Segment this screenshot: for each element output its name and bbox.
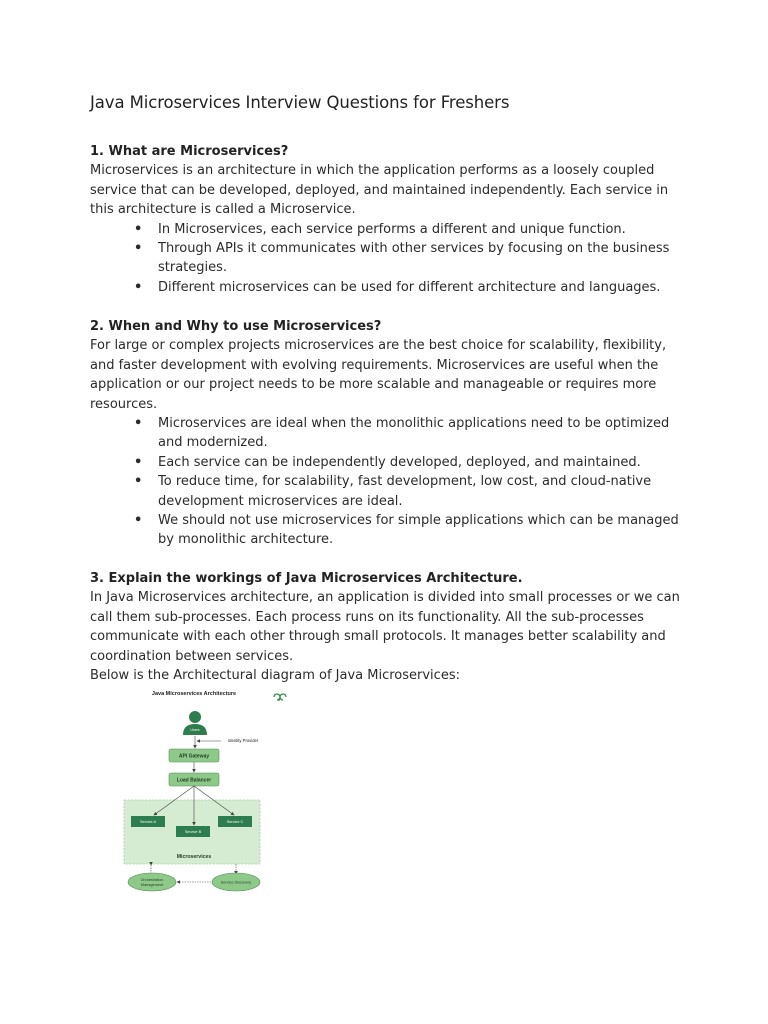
user-label: Users xyxy=(190,728,200,732)
diagram-title: Java Microservices Architecture xyxy=(151,691,237,697)
question-3-heading: 3. Explain the workings of Java Microservices Architecture. xyxy=(90,571,523,586)
question-1-heading: 1. What are Microservices? xyxy=(90,144,289,159)
list-item: • Microservices are ideal when the monolithic applications need to be optimized and modernized. xyxy=(90,414,690,453)
question-3-section xyxy=(90,569,690,685)
question-2-body: For large or complex projects microservices are the best choice for scalability, flexibility, and faster development with evolving requirements. Microservices are useful when the application or our project needs to be more scalable and manageable or requires more resources. xyxy=(90,338,667,412)
list-item: • To reduce time, for scalability, fast development, low cost, and cloud-native development microservices are ideal. xyxy=(90,472,690,511)
question-1-bullets xyxy=(90,220,690,298)
question-2-heading: 2. When and Why to use Microservices? xyxy=(90,319,382,334)
question-3-body: In Java Microservices architecture, an application is divided into small processes or we can call them sub-processes. Each process runs on its functionality. All the sub-processes communicate with each other through small protocols. It manages better scalability and coordination between services. xyxy=(90,590,680,664)
identity-provider-label: Identity Provider xyxy=(228,738,259,743)
orchestration-label-line2: Management xyxy=(140,883,164,887)
service-b-label: Service B xyxy=(184,830,202,834)
api-gateway-label: API Gateway xyxy=(178,753,210,760)
load-balancer-label: Load Balancer xyxy=(176,777,212,784)
service-c-label: Service C xyxy=(226,820,244,824)
microservices-label: Microservices xyxy=(176,854,212,860)
question-2-section xyxy=(90,317,690,550)
question-2-bullets xyxy=(90,414,690,550)
diagram-intro: Below is the Architectural diagram of Java Microservices: xyxy=(90,668,460,684)
list-item: • In Microservices, each service performs a different and unique function. xyxy=(90,220,690,239)
service-a-label: Service A xyxy=(139,820,157,824)
orchestration-label-line1: Orchestration xyxy=(140,878,164,882)
question-1-body: Microservices is an architecture in which the application performs as a loosely coupled service that can be developed, deployed, and maintained independently. Each service in this architecture is called a Microservice. xyxy=(90,163,669,218)
orchestration-ellipse xyxy=(128,873,176,891)
list-item: • Different microservices can be used for different architecture and languages. xyxy=(90,278,690,297)
page-title: Java Microservices Interview Questions for Freshers xyxy=(90,93,510,112)
question-1-section xyxy=(90,142,690,297)
service-discovery-label: Service Discovery xyxy=(220,880,252,885)
list-item: • Through APIs it communicates with other services by focusing on the business strategies. xyxy=(90,239,690,278)
gfg-logo xyxy=(273,692,288,701)
list-item: • We should not use microservices for simple applications which can be managed by monolithic architecture. xyxy=(90,511,690,550)
list-item: • Each service can be independently developed, deployed, and maintained. xyxy=(90,453,690,472)
architecture-diagram xyxy=(91,688,297,904)
